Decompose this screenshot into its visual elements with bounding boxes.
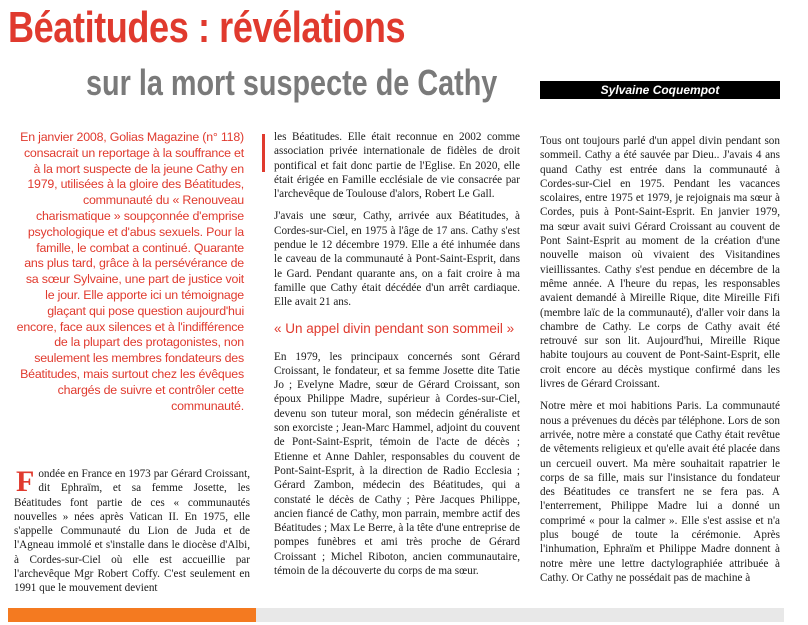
paragraph: les Béatitudes. Elle était reconnue en 2002 comme association privée internationale de fidèles de droit pontifical et fait donc partie de l'Eglise. En 2020, elle était érigée en Famille ecclésiale de vie consacrée par l'archevêque de Toulouse d'alors, Robert Le Gall. (274, 131, 520, 201)
paragraph: En 1979, les principaux concernés sont Gérard Croissant, le fondateur, et sa femme Josette dite Tatie Jo ; Evelyne Madre, sœur de Gérard Croissant, son époux Philippe Madre, supérieur à Cordes-sur-Ciel, devenu son tuteur moral, son médecin généraliste et son exorciste ; Jean-Marc Hammel, adjoint du couvent de Pont-Saint-Esprit, témoin de l'acte de décès ; Etienne et Anne Dahler, responsables du couvent de Pont-Saint-Esprit, à la direction de Radio Ecclesia ; Gérard Zambon, médecin des Béatitudes, qui a constaté le décès de Cathy ; Père Jacques Philippe, ancien fiancé de Cathy, mon parrain, membre actif des Béatitudes ; Max Le Berre, à la tête d'une entreprise de pompes funèbres et ami très proche de Gérard Croissant ; Michel Riboton, ancien communautaire, témoin de la découverte du corps de ma sœur. (274, 350, 520, 578)
footer-gray-bar (256, 608, 784, 622)
column-3 (540, 134, 780, 593)
column-2 (274, 130, 520, 586)
intro-lead: En janvier 2008, Golias Magazine (n° 118) consacrait un reportage à la souffrance et à la mort suspecte de la jeune Cathy en 1979, utilisées à la gloire des Béatitudes, communauté du « Renouveau charismatique » soupçonnée d'emprise psychologique et d'abus sexuels. Pour la famille, le combat a continué. Quarante ans plus tard, grâce à la persévérance de sa sœur Sylvaine, une part de justice voit le jour. Elle apporte ici un témoignage glaçant qui pose question aujourd'hui encore, face aux silences et à l'indifférence de la plupart des protagonistes, non seulement les membres fondateurs des Béatitudes, mais surtout chez les évêques chargés de suivre et contrôler cette communauté. (16, 130, 244, 413)
article-subtitle: sur la mort suspecte de Cathy (86, 62, 498, 103)
article-title: Béatitudes : révélations (8, 3, 406, 52)
footer-accent-bar (8, 608, 256, 622)
accent-rule (262, 134, 265, 172)
section-subheading: « Un appel divin pendant son sommeil » (274, 320, 515, 336)
column-1 (14, 467, 250, 596)
paragraph: Tous ont toujours parlé d'un appel divin pendant son sommeil. Cathy a été sauvée par Dieu.. J'avais 4 ans quand Cathy est entrée dans la communauté à Cordes-sur-Ciel en 1975. Pendant les vacances scolaires, entre 1975 et 1979, je rejoignais ma sœur à Cordes, puis à Pont-Saint-Esprit. En janvier 1979, ma sœur avait suivi Gérard Croissant au couvent de Pont Saint-Esprit au moment de la création d'une nouvelle maison où vivaient des Visitandines vieillissantes. Cathy s'est pendue en décembre de la même année. A l'heure du repas, les responsables avaient demandé à Mireille Rique, dite Mireille Fifi (membre laïc de la communauté), d'aller voir dans la chambre de Cathy. Le corps de Cathy avait été retrouvé sur son lit. Aujourd'hui, Mireille Rique habite toujours au couvent de Pont-Saint-Esprit, elle croit encore au décès mystique confirmé dans les livres de Gérard Croissant. (540, 135, 780, 391)
paragraph: Notre mère et moi habitions Paris. La communauté nous a prévenues du décès par téléphone. Lors de son arrivée, notre mère a constaté que Cathy était revêtue de vêtements religieux et qu'elle avait été placée dans un cercueil ouvert. Ma mère souhaitait rapatrier le corps de sa fille, mais sur l'insistance du fondateur des Béatitudes ce transfert ne se fera pas. A l'enterrement, Philippe Madre lui a donné un comprimé « pour la calmer ». Elle s'est assise et n'a plus bougé de toute la cérémonie. Après l'inhumation, Ephraïm et Philippe Madre donnent à notre mère une lettre dactylographiée attribuée à Cathy. Or Cathy ne possédait pas de machine à (540, 400, 780, 584)
author-byline: Sylvaine Coquempot (540, 81, 780, 99)
drop-cap: F (16, 465, 35, 498)
column-1-text: ondée en France en 1973 par Gérard Croissant, dit Ephraïm, et sa femme Josette, les Béatitudes font partie de ces « communautés nouvelles » nées après Vatican II. En 1975, elle s'appelle Communauté du Lion de Juda et de l'Agneau immolé et s'installe dans le diocèse d'Albi, à Cordes-sur-Ciel où elle est accueillie par l'archevêque Mgr Robert Coffy. C'est seulement en 1991 que le mouvement devient (14, 468, 250, 595)
paragraph: J'avais une sœur, Cathy, arrivée aux Béatitudes, à Cordes-sur-Ciel, en 1975 à l'âge de 17 ans. Cathy s'est pendue le 12 décembre 1979. Elle a été inhumée dans le caveau de la communauté à Pont-Saint-Esprit, dans le Gard. Pendant quarante ans, on a fait croire à ma famille que Cathy était décédée d'un arrêt cardiaque. Elle avait 21 ans. (274, 210, 520, 309)
